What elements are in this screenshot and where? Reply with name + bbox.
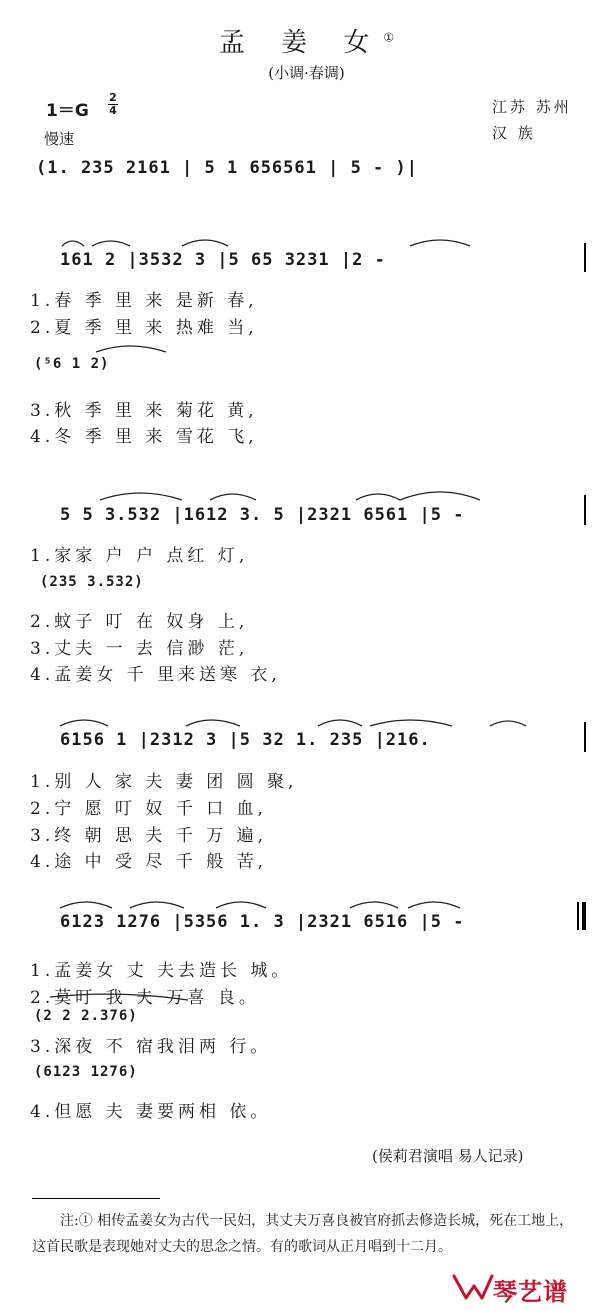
system1-lyric-3: 3.秋 季 里 来 菊花 黄, bbox=[30, 401, 258, 421]
tempo-marking: 慢速 bbox=[44, 130, 75, 148]
system4-lyric-3: 3.深夜 不 宿我泪两 行。 bbox=[30, 1037, 272, 1057]
system2-lyric-2: 2.蚊子 叮 在 奴身 上, bbox=[30, 612, 249, 632]
slur-mark bbox=[60, 720, 108, 726]
system2-variant: (235 3.532) bbox=[40, 574, 144, 590]
system4-lyric-4: 4.但愿 夫 妻要两相 依。 bbox=[30, 1102, 272, 1122]
slur-mark bbox=[370, 720, 452, 726]
slur-mark bbox=[490, 721, 526, 726]
system1-variant: (⁵6 1 2) bbox=[34, 356, 110, 372]
performer-credit: (侯莉君演唱 易人记录) bbox=[372, 1147, 524, 1165]
system3-lyric-3: 3.终 朝 思 夫 千 万 遍, bbox=[30, 826, 268, 846]
system1-lyric-1: 1.春 季 里 来 是新 春, bbox=[30, 291, 258, 311]
system2-lyric-1: 1.家家 户 户 点红 灯, bbox=[30, 546, 249, 566]
system3-lyric-2: 2.宁 愿 叮 奴 千 口 血, bbox=[30, 799, 268, 819]
slur-mark bbox=[186, 720, 240, 726]
slur-mark bbox=[100, 493, 182, 500]
ethnic-label: 汉 族 bbox=[492, 124, 536, 142]
meter-bottom: 4 bbox=[109, 104, 117, 117]
slur-mark bbox=[50, 994, 188, 1000]
slur-mark bbox=[182, 240, 228, 246]
intro-notation: (1. 235 2161 | 5 1 656561 | 5 - )| bbox=[36, 158, 418, 178]
footnote-marker: ① bbox=[383, 30, 395, 45]
slur-mark bbox=[96, 346, 166, 352]
slur-mark bbox=[62, 241, 84, 246]
system2-lyric-3: 3.丈夫 一 去 信渺 茫, bbox=[30, 639, 249, 659]
system4-lyric-2: 2.莫叮 我 夫 万喜 良。 bbox=[30, 988, 260, 1008]
key-signature: 1＝G bbox=[46, 101, 89, 121]
system4-variant-3: (2 2 2.376) bbox=[34, 1008, 138, 1024]
slur-mark bbox=[408, 902, 460, 908]
system3-lyric-4: 4.途 中 受 尽 千 般 苦, bbox=[30, 852, 268, 872]
song-subtitle: (小调·春调) bbox=[268, 64, 345, 82]
slur-mark bbox=[210, 494, 256, 500]
logo-text: 琴艺谱 bbox=[493, 1278, 568, 1306]
system4-variant-4: (6123 1276) bbox=[34, 1064, 138, 1080]
slur-mark bbox=[130, 902, 184, 908]
slur-mark bbox=[60, 902, 112, 908]
system1-lyric-4: 4.冬 季 里 来 雪花 飞, bbox=[30, 427, 258, 447]
slur-mark bbox=[410, 240, 470, 246]
region-label: 江苏 苏州 bbox=[492, 98, 572, 116]
footnote-text: 注:① 相传孟姜女为古代一民妇，其丈夫万喜良被官府抓去修造长城，死在工地上，这首民歌是表现她对丈夫的思念之情。有的歌词从正月唱到十二月。 bbox=[32, 1213, 574, 1255]
slur-mark bbox=[318, 720, 362, 726]
slur-mark bbox=[356, 494, 400, 500]
song-title: 孟 姜 女① bbox=[218, 28, 395, 58]
system4-notation: 6123 1276 |5356 1. 3 |2321 6516 |5 - bbox=[60, 912, 465, 932]
system2-notation: 5 5 3.532 |1612 3. 5 |2321 6561 |5 - bbox=[60, 505, 465, 525]
system3-notation: 6156 1 |2312 3 |5 32 1. 235 |216. bbox=[60, 730, 431, 750]
meter-top: 2 bbox=[109, 91, 117, 104]
slur-mark bbox=[216, 902, 266, 908]
system4-lyric-1: 1.孟姜女 丈 夫去造长 城。 bbox=[30, 961, 293, 981]
system1-notation: 161 2 |3532 3 |5 65 3231 |2 - bbox=[60, 250, 386, 270]
system3-lyric-1: 1.别 人 家 夫 妻 团 圆 聚, bbox=[30, 772, 298, 792]
slur-mark bbox=[92, 241, 130, 246]
slur-mark bbox=[400, 492, 480, 500]
system1-lyric-2: 2.夏 季 里 来 热难 当, bbox=[30, 318, 258, 338]
slur-mark bbox=[350, 902, 398, 908]
system2-lyric-4: 4.孟姜女 千 里来送寒 衣, bbox=[30, 665, 281, 685]
